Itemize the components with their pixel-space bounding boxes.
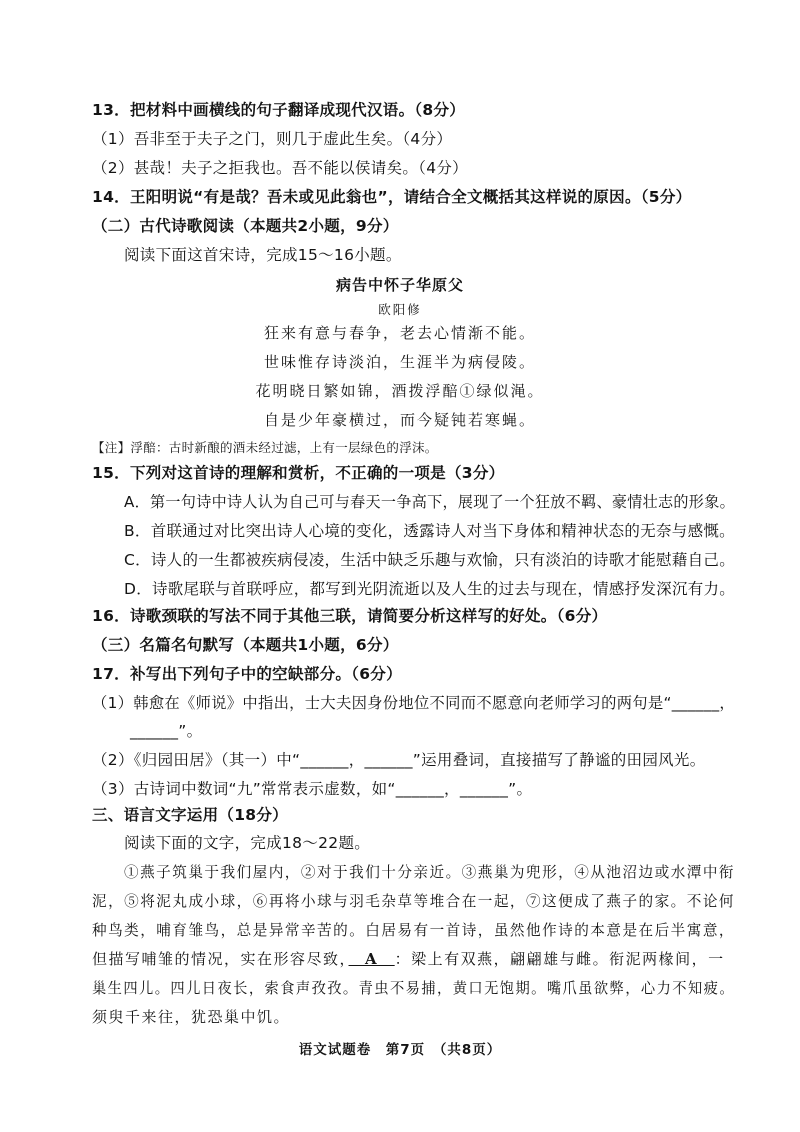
- passage-line-4: [92, 948, 725, 970]
- poem-instruction: 阅读下面这首宋诗，完成15～16小题。: [124, 246, 402, 264]
- question-13-part-2: （2）甚哉！夫子之拒我也。吾不能以侯请矣。（4分）: [92, 159, 468, 177]
- poem-line-2: 世味惟存诗淡泊，生涯半为病侵陵。: [263, 353, 536, 371]
- poem-line-4: 自是少年豪横过，而今疑钝若寒蝇。: [263, 411, 536, 429]
- section-language-use: 三、语言文字运用（18分）: [92, 806, 288, 824]
- question-13-part-1: （1）吾非至于夫子之门，则几于虚此生矣。（4分）: [92, 130, 453, 148]
- poem-author: 欧阳修: [378, 302, 422, 317]
- page-footer: 语文试题卷 第7页 （共8页）: [298, 1042, 502, 1058]
- passage-line-4-post: ：梁上有双燕，翩翩雄与雌。衔泥两椽间，一: [394, 950, 725, 968]
- question-16: 16．诗歌颈联的写法不同于其他三联，请简要分析这样写的好处。（6分）: [92, 607, 608, 625]
- question-17-part-1-cont: ______”。: [130, 722, 203, 740]
- question-15-option-c: C．诗人的一生都被疾病侵凌，生活中缺乏乐趣与欢愉，只有淡泊的诗歌才能慰藉自己。: [124, 551, 735, 569]
- question-15-option-a: A．第一句诗中诗人认为自己可与春天一争高下，展现了一个狂放不羁、豪情壮志的形象。: [124, 493, 735, 511]
- blank-a: A: [348, 950, 395, 968]
- section-dictation: （三）名篇名句默写（本题共1小题，6分）: [92, 636, 399, 654]
- passage-line-1: ①燕子筑巢于我们屋内，②对于我们十分亲近。③燕巢为兜形，④从池沼边或水潭中衔: [124, 863, 736, 881]
- question-17: 17．补写出下列句子中的空缺部分。（6分）: [92, 665, 402, 683]
- question-14: 14．王阳明说“有是哉？吾未或见此翁也”，请结合全文概括其这样说的原因。（5分）: [92, 188, 692, 206]
- question-17-part-2: （2）《归园田居》（其一）中“______，______”运用叠词，直接描写了静谧的田园风光。: [92, 751, 706, 769]
- passage-instruction: 阅读下面的文字，完成18～22题。: [124, 834, 371, 852]
- question-17-part-1: （1）韩愈在《师说》中指出，士大夫因身份地位不同而不愿意向老师学习的两句是“______，: [92, 694, 736, 712]
- passage-line-5: 巢生四儿。四儿日夜长，索食声孜孜。青虫不易捕，黄口无饱期。嘴爪虽欲弊，心力不知疲。: [92, 979, 736, 997]
- question-15-option-d: D．诗歌尾联与首联呼应，都写到光阴流逝以及人生的过去与现在，情感抒发深沉有力。: [124, 580, 735, 598]
- question-17-part-3: （3）古诗词中数词“九”常常表示虚数，如“______，______”。: [92, 780, 533, 798]
- poem-title: 病告中怀子华原父: [335, 276, 464, 294]
- passage-line-3: 种鸟类，哺育雏鸟，总是异常辛苦的。白居易有一首诗，虽然他作诗的本意是在后半寓意，: [92, 921, 735, 939]
- poem-footnote: 【注】浮醅：古时新酿的酒未经过滤，上有一层绿色的浮沫。: [92, 440, 438, 455]
- question-15-option-b: B．首联通过对比突出诗人心境的变化，透露诗人对当下身体和精神状态的无奈与感慨。: [124, 522, 735, 540]
- question-13: 13．把材料中画横线的句子翻译成现代汉语。（8分）: [92, 101, 466, 119]
- poem-line-3: 花明晓日繁如锦，酒拨浮醅①绿似渑。: [255, 382, 545, 400]
- question-15: 15．下列对这首诗的理解和赏析，不正确的一项是（3分）: [92, 464, 505, 482]
- passage-line-4-pre: 但描写哺雏的情况，实在形容尽致，: [92, 950, 349, 968]
- section-ancient-poetry: （二）古代诗歌阅读（本题共2小题，9分）: [92, 217, 399, 235]
- poem-line-1: 狂来有意与春争，老去心情渐不能。: [263, 324, 536, 342]
- passage-line-2: 泥，⑤将泥丸成小球，⑥再将小球与羽毛杂草等堆合在一起，⑦这便成了燕子的家。不论何: [92, 892, 735, 910]
- passage-line-6: 须臾千来往，犹恐巢中饥。: [92, 1008, 291, 1026]
